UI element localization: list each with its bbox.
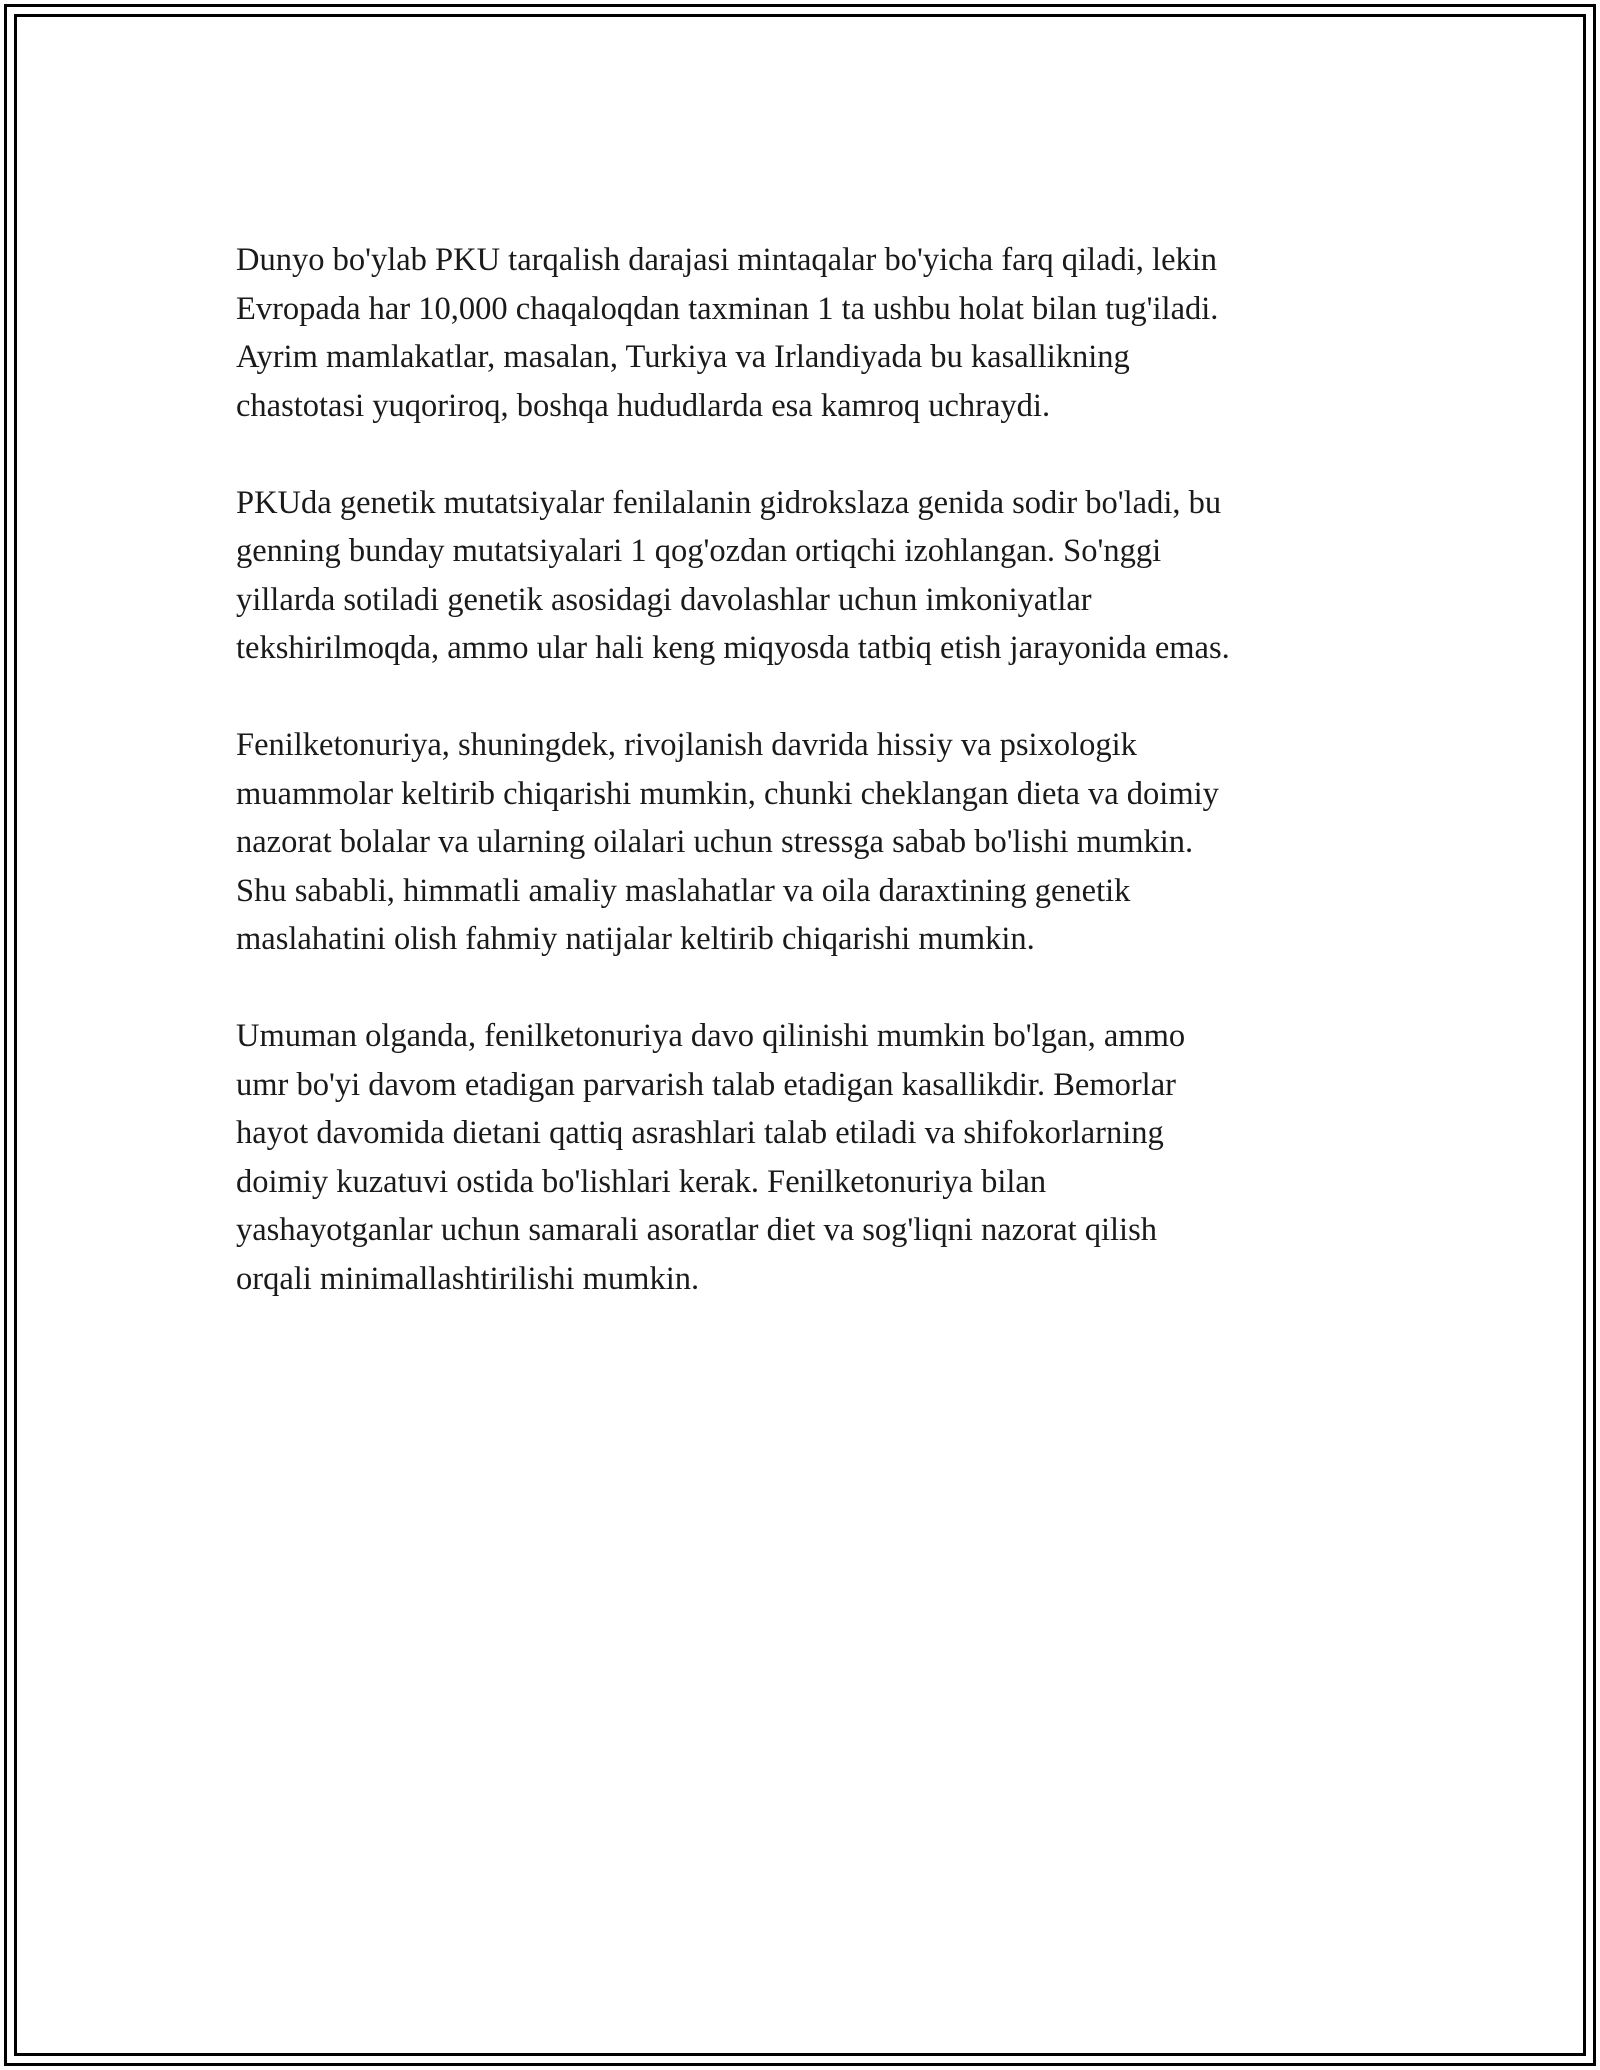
text-line: PKUda genetik mutatsiyalar fenilalanin gidrokslaza genida sodir bo'ladi, bu	[236, 484, 1222, 521]
text-line: umr bo'yi davom etadigan parvarish talab etadigan kasallikdir. Bemorlar	[236, 1066, 1176, 1103]
text-line: orqali minimallashtirilishi mumkin.	[236, 1260, 700, 1297]
document-body	[236, 236, 1376, 1352]
paragraph-genetics	[236, 479, 1376, 673]
paragraph-psychology	[236, 721, 1376, 964]
text-line: yashayotganlar uchun samarali asoratlar diet va sog'liqni nazorat qilish	[236, 1212, 1157, 1248]
paragraph-conclusion	[236, 1012, 1376, 1303]
text-line: genning bunday mutatsiyalari 1 qog'ozdan ortiqchi izohlangan. So'nggi	[236, 533, 1162, 569]
text-line: tekshirilmoqda, ammo ular hali keng miqyosda tatbiq etish jarayonida emas.	[236, 630, 1230, 666]
text-line: Dunyo bo'ylab PKU tarqalish darajasi mintaqalar bo'yicha farq qiladi, lekin	[236, 242, 1218, 278]
paragraph-prevalence	[236, 236, 1376, 430]
text-line: yillarda sotiladi genetik asosidagi davolashlar uchun imkoniyatlar	[236, 581, 1092, 618]
text-line: Umuman olganda, fenilketonuriya davo qilinishi mumkin bo'lgan, ammo	[236, 1018, 1186, 1054]
text-line: maslahatini olish fahmiy natijalar keltirib chiqarishi mumkin.	[236, 921, 1035, 957]
text-line: Ayrim mamlakatlar, masalan, Turkiya va Irlandiyada bu kasallikning	[236, 339, 1130, 375]
text-line: Evropada har 10,000 chaqaloqdan taxminan 1 ta ushbu holat bilan tug'iladi.	[236, 290, 1219, 327]
text-line: nazorat bolalar va ularning oilalari uchun stressga sabab bo'lishi mumkin.	[236, 824, 1194, 860]
text-line: hayot davomida dietani qattiq asrashlari talab etiladi va shifokorlarning	[236, 1115, 1164, 1151]
text-line: doimiy kuzatuvi ostida bo'lishlari kerak. Fenilketonuriya bilan	[236, 1163, 1047, 1200]
text-line: chastotasi yuqoriroq, boshqa hududlarda esa kamroq uchraydi.	[236, 387, 1051, 424]
text-line: muammolar keltirib chiqarishi mumkin, chunki cheklangan dieta va doimiy	[236, 775, 1219, 812]
text-line: Shu sababli, himmatli amaliy maslahatlar va oila daraxtining genetik	[236, 872, 1131, 909]
text-line: Fenilketonuriya, shuningdek, rivojlanish davrida hissiy va psixologik	[236, 727, 1137, 763]
